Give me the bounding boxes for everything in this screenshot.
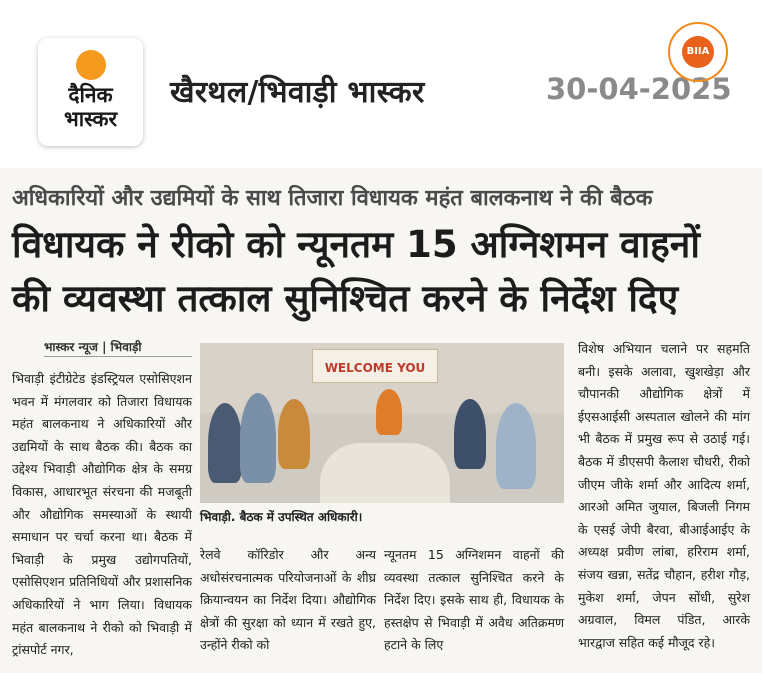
association-logo: [668, 22, 728, 82]
article-column-1: भिवाड़ी इंटीग्रेटेड इंडस्ट्रियल एसोसिएशन भवन में मंगलवार को तिजारा विधायक महंत बालकनाथ ने अधिकारियों और उद्यमियों के साथ बैठक की। बैठक का उद्देश्य भिवाड़ी औद्योगिक क्षेत्र के समग्र विकास, आधारभूत संरचना की मजबूती और औद्योगिक समस्याओं के स्थायी समाधान पर चर्चा करना था। बैठक में भिवाड़ी के प्रमुख उद्योगपतियों, एसोसिएशन प्रतिनिधियों और प्रशासनिक अधिकारियों ने भाग लिया। विधायक महंत बालकनाथ ने रीको को भिवाड़ी में ट्रांसपोर्ट नगर,: [12, 371, 192, 658]
attendee-figure: [454, 399, 486, 469]
attendee-figure: [496, 403, 536, 489]
byline: भास्कर न्यूज | भिवाड़ी: [44, 340, 142, 354]
sun-icon: [76, 50, 106, 80]
headline-line-1: विधायक ने रीको को न्यूनतम 15 अग्निशमन वाहनों: [12, 223, 700, 266]
header-bar: [0, 0, 762, 168]
welcome-banner: WELCOME YOU: [312, 349, 438, 383]
meeting-photo: [200, 343, 564, 503]
photo-caption: भिवाड़ी. बैठक में उपस्थित अधिकारी।: [200, 510, 363, 524]
association-logo-text: BIIA: [682, 36, 714, 68]
edition-title: खैरथल/भिवाड़ी भास्कर: [170, 75, 425, 110]
logo-line1: दैनिक: [68, 83, 113, 107]
edition-date: 30-04-2025: [546, 72, 732, 106]
dainik-bhaskar-logo: [38, 38, 143, 146]
article-column-2: रेलवे कॉरिडोर और अन्य अधोसंरचनात्मक परियोजनाओं के शीघ्र क्रियान्वयन का निर्देश दिया। औद्योगिक क्षेत्रों की सुरक्षा को ध्यान में रखते हुए, उन्होंने रीको को: [200, 547, 376, 653]
conference-table: [320, 443, 450, 503]
headline-line-2: की व्यवस्था तत्काल सुनिश्चित करने के निर्देश दिए: [12, 277, 679, 320]
attendee-figure: [208, 403, 242, 483]
byline-rule: [44, 356, 192, 357]
logo-line2: भास्कर: [63, 107, 118, 131]
article-column-4: विशेष अभियान चलाने पर सहमति बनी। इसके अलावा, खुशखेड़ा और चौपानकी औद्योगिक क्षेत्रों में ईएसआईसी अस्पताल खोलने की मांग भी बैठक में प्रमुख रूप से उठाई गई। बैठक में डीएसपी कैलाश चौधरी, रीको जीएम जीके शर्मा और आदित्य शर्मा, आरओ अमित जुयाल, बिजली निगम के एसई जेपी बैरवा, बीआईआईए के अध्यक्ष प्रवीण लांबा, हरिराम शर्मा, संजय खन्ना, सतेंद्र चौहान, हरीश गौड़, मुकेश शर्मा, जेपन सोंधी, सुरेश अग्रवाल, विमल पंडित, आरके भारद्वाज सहित कई मौजूद रहे।: [578, 341, 750, 650]
attendee-figure: [278, 399, 310, 469]
attendee-figure: [240, 393, 276, 483]
attendee-figure: [376, 389, 402, 435]
article-column-3: न्यूनतम 15 अग्निशमन वाहनों की व्यवस्था तत्काल सुनिश्चित करने के निर्देश दिए। इसके साथ ही, विधायक के हस्तक्षेप से भिवाड़ी में अवैध अतिक्रमण हटाने के लिए: [384, 547, 564, 653]
sub-headline: अधिकारियों और उद्यमियों के साथ तिजारा विधायक महंत बालकनाथ ने की बैठक: [12, 186, 653, 211]
